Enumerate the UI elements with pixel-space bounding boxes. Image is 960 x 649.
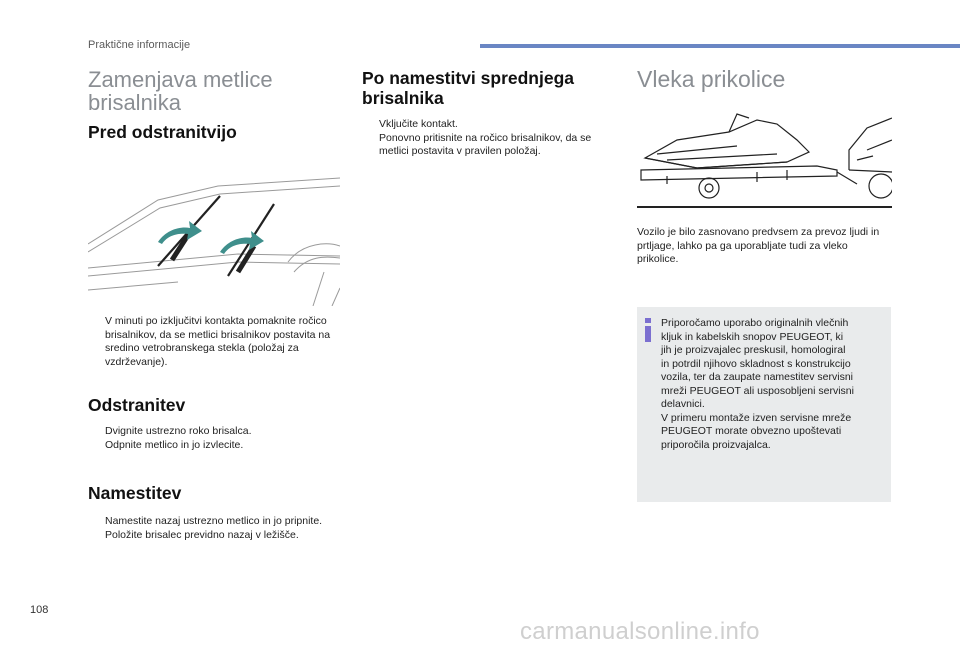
heading-namestitev: Namestitev — [88, 483, 182, 503]
towing-intro-text: Vozilo je bilo zasnovano predvsem za prevoz ljudi in prtljage, lahko pa ga uporabljate tudi za vleko prikolice. — [637, 226, 880, 265]
heading-pred-odstranitvijo: Pred odstranitvijo — [88, 122, 237, 142]
list-item: Namestite nazaj ustrezno metlico in jo pripnite. — [105, 515, 323, 527]
info-line: kljuk in kabelskih snopov PEUGEOT, ki — [661, 330, 844, 343]
info-line: in potrdil njihovo skladnost s konstrukcijo — [661, 357, 851, 370]
list-pred-odstranitvijo — [88, 315, 342, 369]
list-item: Ponovno pritisnite na ročico brisalnikov, da se metlici postavita v pravilen položaj. — [379, 131, 592, 157]
running-header: Praktične informacije — [88, 39, 191, 51]
heading-po-namestitvi-line2: brisalnika — [362, 88, 444, 108]
list-odstranitev — [88, 425, 342, 452]
info-line: PEUGEOT morate obvezno upoštevati — [661, 425, 842, 437]
list-item: Dvignite ustrezno roko brisalca. — [105, 425, 252, 437]
heading-po-namestitvi — [362, 68, 574, 108]
info-line: vozila, ter da zaupate namestitev servisni — [661, 371, 854, 383]
list-namestitev — [88, 515, 342, 542]
info-line: priporočila proizvajalca. — [661, 438, 771, 451]
info-line: Priporočamo uporabo originalnih vlečnih — [661, 317, 849, 329]
section-title-wiper — [88, 68, 273, 114]
info-line: mreži PEUGEOT ali usposobljeni servisni — [661, 384, 854, 397]
info-line: V primeru montaže izven servisne mreže — [661, 411, 852, 424]
section-title-line1: Zamenjava metlice — [88, 67, 273, 92]
trailer-towing-illustration — [637, 110, 892, 210]
ground-line — [637, 206, 892, 208]
heading-odstranitev: Odstranitev — [88, 395, 186, 415]
page-number: 108 — [30, 604, 49, 616]
list-item: Odpnite metlico in jo izvlecite. — [105, 438, 244, 451]
info-line: delavnici. — [661, 398, 705, 410]
list-item: V minuti po izključitvi kontakta pomaknite ročico brisalnikov, da se metlici brisalnikov postavita na sredino vetrobranskega stekla (položaj za vzdrževanje). — [105, 315, 331, 368]
heading-po-namestitvi-line1: Po namestitvi sprednjega — [362, 68, 575, 88]
list-item: Položite brisalec previdno nazaj v ležišče. — [105, 528, 299, 541]
section-title-towing: Vleka prikolice — [637, 66, 786, 92]
section-title-line2: brisalnika — [88, 90, 181, 115]
list-item: Vključite kontakt. — [379, 118, 458, 130]
list-po-namestitvi — [362, 118, 612, 159]
windshield-wiper-illustration — [88, 172, 340, 306]
watermark-text: carmanualsonline.info — [520, 618, 760, 645]
info-line: jih je proizvajalec preskusil, homologiral — [661, 344, 846, 356]
header-accent-bar — [480, 44, 960, 48]
info-box-text — [661, 317, 887, 452]
info-icon — [644, 318, 652, 342]
